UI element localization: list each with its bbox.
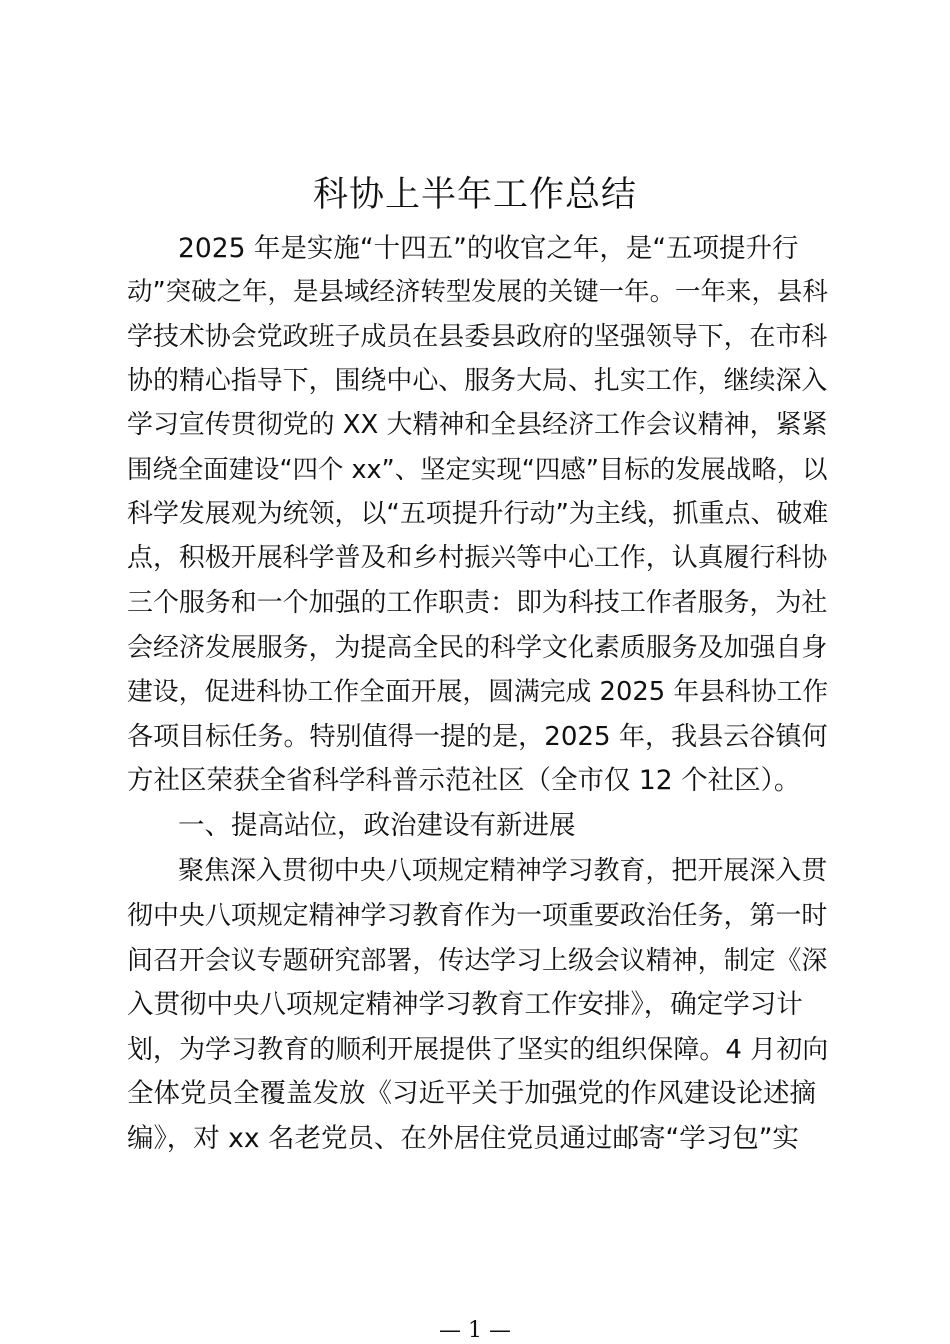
text-line: 各项目标任务。特别值得一提的是，2025 年，我县云谷镇何 xyxy=(127,722,828,752)
text-line: 编》，对 xx 名老党员、在外居住党员通过邮寄“学习包”实 xyxy=(127,1123,799,1154)
text-line: 2025 年是实施“十四五”的收官之年，是“五项提升行 xyxy=(178,233,799,264)
text-line: 方社区荣获全省科学科普示范社区（全市仅 12 个社区）。 xyxy=(127,765,801,796)
section-heading: 一、提高站位，政治建设有新进展 xyxy=(178,810,576,841)
document-title: 科协上半年工作总结 xyxy=(312,175,637,215)
text-line: 划，为学习教育的顺利开展提供了坚实的组织保障。4 月初向 xyxy=(127,1035,829,1065)
text-line: 入贯彻中央八项规定精神学习教育工作安排》，确定学习计 xyxy=(127,989,803,1020)
text-line: 三个服务和一个加强的工作职责：即为科技工作者服务，为社 xyxy=(127,588,828,618)
text-line: 会经济发展服务，为提高全民的科学文化素质服务及加强自身 xyxy=(127,633,828,663)
text-line: 建设，促进科协工作全面开展，圆满完成 2025 年县科协工作 xyxy=(127,677,829,707)
text-line: 全体党员全覆盖发放《习近平关于加强党的作风建设论述摘 xyxy=(127,1078,816,1109)
text-line: 点，积极开展科学普及和乡村振兴等中心工作，认真履行科协 xyxy=(127,543,828,573)
text-line: 围绕全面建设“四个 xx”、坚定实现“四感”目标的发展战略，以 xyxy=(127,454,828,484)
text-line: 协的精心指导下，围绕中心、服务大局、扎实工作，继续深入 xyxy=(127,366,828,396)
page-number: — 1 — xyxy=(439,1318,511,1343)
text-line: 动”突破之年，是县域经济转型发展的关键一年。一年来，县科 xyxy=(127,277,828,307)
text-line: 科学发展观为统领，以“五项提升行动”为主线，抓重点、破难 xyxy=(127,499,829,529)
text-line: 学习宣传贯彻党的 XX 大精神和全县经济工作会议精神，紧紧 xyxy=(127,410,828,440)
text-line: 间召开会议专题研究部署，传达学习上级会议精神，制定《深 xyxy=(127,946,828,976)
text-line: 彻中央八项规定精神学习教育作为一项重要政治任务，第一时 xyxy=(127,901,828,931)
text-line: 聚焦深入贯彻中央八项规定精神学习教育，把开展深入贯 xyxy=(178,856,828,886)
text-line: 学技术协会党政班子成员在县委县政府的坚强领导下，在市科 xyxy=(127,322,828,352)
